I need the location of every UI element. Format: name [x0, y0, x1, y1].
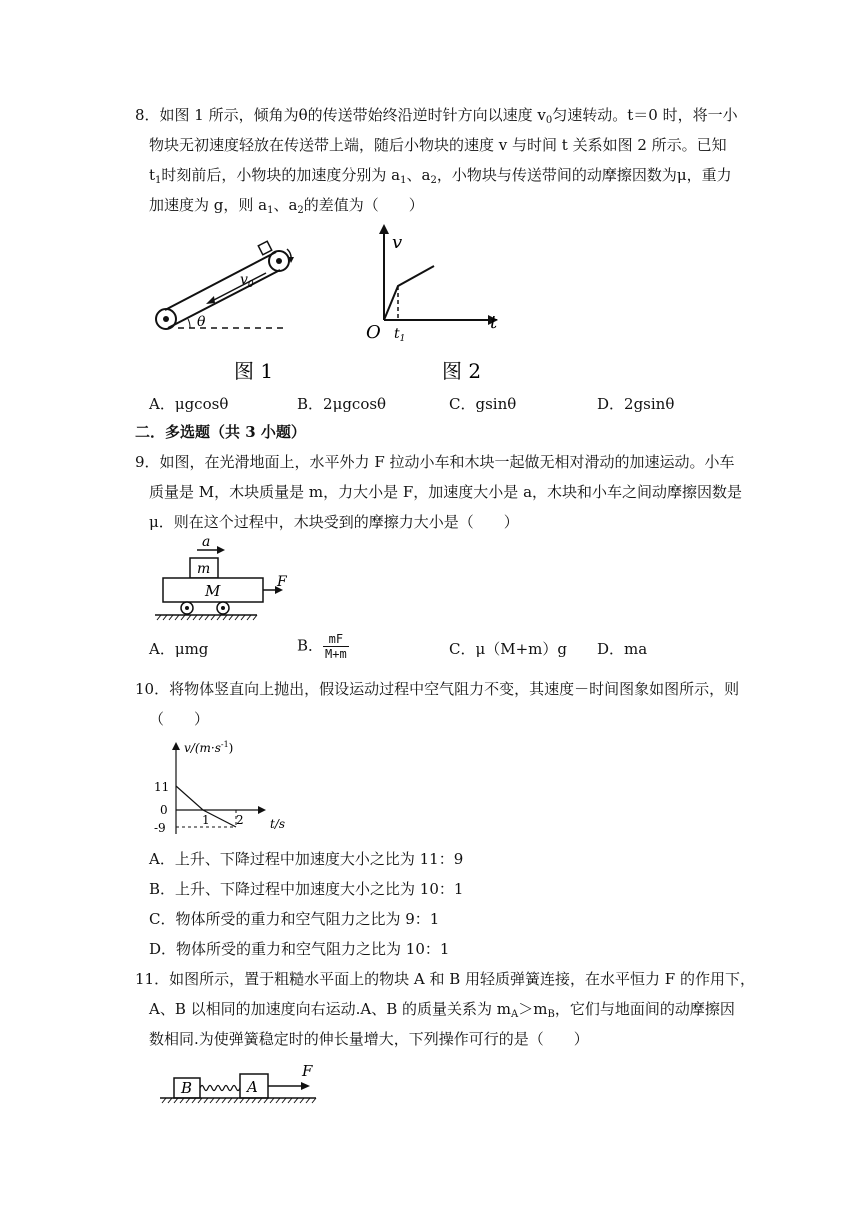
- q8-option-a[interactable]: A．μgcosθ: [149, 395, 229, 413]
- q9-option-b[interactable]: B． $\frac{mF}{M+m}$: [297, 632, 347, 661]
- q9-line-1: 9．如图，在光滑地面上，水平外力 F 拉动小车和木块一起做无相对滑动的加速运动。小车: [135, 453, 735, 471]
- fraction-mF-over-Mm: $\frac{mF}{M+m}$: [325, 632, 347, 661]
- v-axis-arrow-icon: [172, 742, 180, 750]
- fig1-v0-label: $v_0$: [240, 272, 254, 290]
- spring-blocks-figure: [156, 1060, 326, 1110]
- q8-option-b[interactable]: B．2μgcosθ: [297, 395, 387, 413]
- q10-xlabel: t/s: [270, 817, 286, 831]
- q9-line-2: 质量是 M，木块质量是 m，力大小是 F，加速度大小是 a，木块和小车之间动摩擦因数是: [149, 483, 743, 501]
- fig1-caption: 图 1: [234, 359, 274, 383]
- q11-line-3: 数相同.为使弹簧稳定时的伸长量增大，下列操作可行的是（ ）: [149, 1030, 589, 1048]
- q10-option-c[interactable]: C．物体所受的重力和空气阻力之比为 9：1: [149, 910, 440, 928]
- q11-line-1: 11．如图所示，置于粗糙水平面上的物块 A 和 B 用轻质弹簧连接，在水平恒力 F 的作用下，: [135, 970, 755, 988]
- q9-line-3: μ．则在这个过程中，木块受到的摩擦力大小是（ ）: [149, 513, 519, 531]
- q8-option-d[interactable]: D．2gsinθ: [597, 395, 675, 413]
- svg-text:A: A: [247, 1078, 258, 1096]
- svg-text:-9: -9: [154, 821, 166, 835]
- svg-text:11: 11: [154, 780, 170, 794]
- q9-option-c[interactable]: C．μ（M+m）g: [449, 640, 567, 658]
- q8-line-3: $t_1$时刻前后，小物块的加速度分别为 $a_1$、$a_2$，小物块与传送带间的动摩擦因数为μ，重力: [149, 166, 732, 186]
- svg-text:0: 0: [160, 803, 168, 817]
- cart-block-figure: [155, 536, 295, 626]
- fig2-t-label: t: [490, 312, 498, 333]
- svg-text:B: B: [181, 1079, 193, 1097]
- svg-text:F: F: [302, 1062, 313, 1080]
- vt-graph-q10: [142, 736, 302, 840]
- q9-option-a[interactable]: A．μmg: [149, 640, 209, 658]
- q10-option-d[interactable]: D．物体所受的重力和空气阻力之比为 10：1: [149, 940, 450, 958]
- q10-line-1: 10．将物体竖直向上抛出，假设运动过程中空气阻力不变，其速度－时间图象如图所示，则: [135, 680, 740, 698]
- velocity-time-figure: [362, 220, 512, 385]
- fig2-v-label: v: [392, 232, 403, 253]
- q8-line-2: 物块无初速度轻放在传送带上端，随后小物块的速度 v 与时间 t 关系如图 2 所示。已知: [149, 136, 727, 154]
- section-heading: 二．多选题（共 3 小题）: [135, 423, 306, 441]
- svg-text:M: M: [205, 582, 221, 600]
- svg-text:1: 1: [202, 813, 210, 827]
- svg-text:m: m: [197, 561, 211, 577]
- conveyor-belt-figure: [148, 232, 308, 387]
- t-axis-arrow-icon: [258, 806, 266, 814]
- q11-line-2: A、B 以相同的加速度向右运动.A、B 的质量关系为 $m_A>m_B$，它们与地面间的动摩擦因: [149, 1000, 735, 1020]
- spring: [200, 1086, 240, 1091]
- fig-a-label: a: [202, 536, 211, 550]
- q10-ylabel: $v/(m\cdot s^{-1})$: [184, 740, 234, 755]
- fig2-origin-label: O: [366, 322, 381, 343]
- q10-option-b[interactable]: B．上升、下降过程中加速度大小之比为 10：1: [149, 880, 464, 898]
- q10-line-2: （ ）: [149, 710, 210, 728]
- block-on-belt: [258, 241, 271, 254]
- v-axis-arrow-icon: [379, 224, 389, 234]
- svg-text:2: 2: [236, 813, 244, 827]
- velocity-arrow-icon: [210, 273, 266, 302]
- q8-line-1: 8．如图 1 所示，倾角为θ的传送带始终沿逆时针方向以速度 $v_0$匀速转动。t＝0 时，将一小: [135, 106, 738, 126]
- q9-option-d[interactable]: D．ma: [597, 640, 648, 658]
- fig2-caption: 图 2: [442, 359, 482, 383]
- q8-option-c[interactable]: C．gsinθ: [449, 395, 517, 413]
- svg-text:F: F: [277, 574, 287, 590]
- fig1-theta-label: θ: [197, 314, 206, 330]
- q10-option-a[interactable]: A．上升、下降过程中加速度大小之比为 11：9: [149, 850, 464, 868]
- fig2-t1-label: $t_1$: [394, 326, 406, 344]
- q8-line-4: 加速度为 g，则 $a_1$、$a_2$的差值为（ ）: [149, 196, 424, 216]
- velocity-curve: [384, 266, 434, 320]
